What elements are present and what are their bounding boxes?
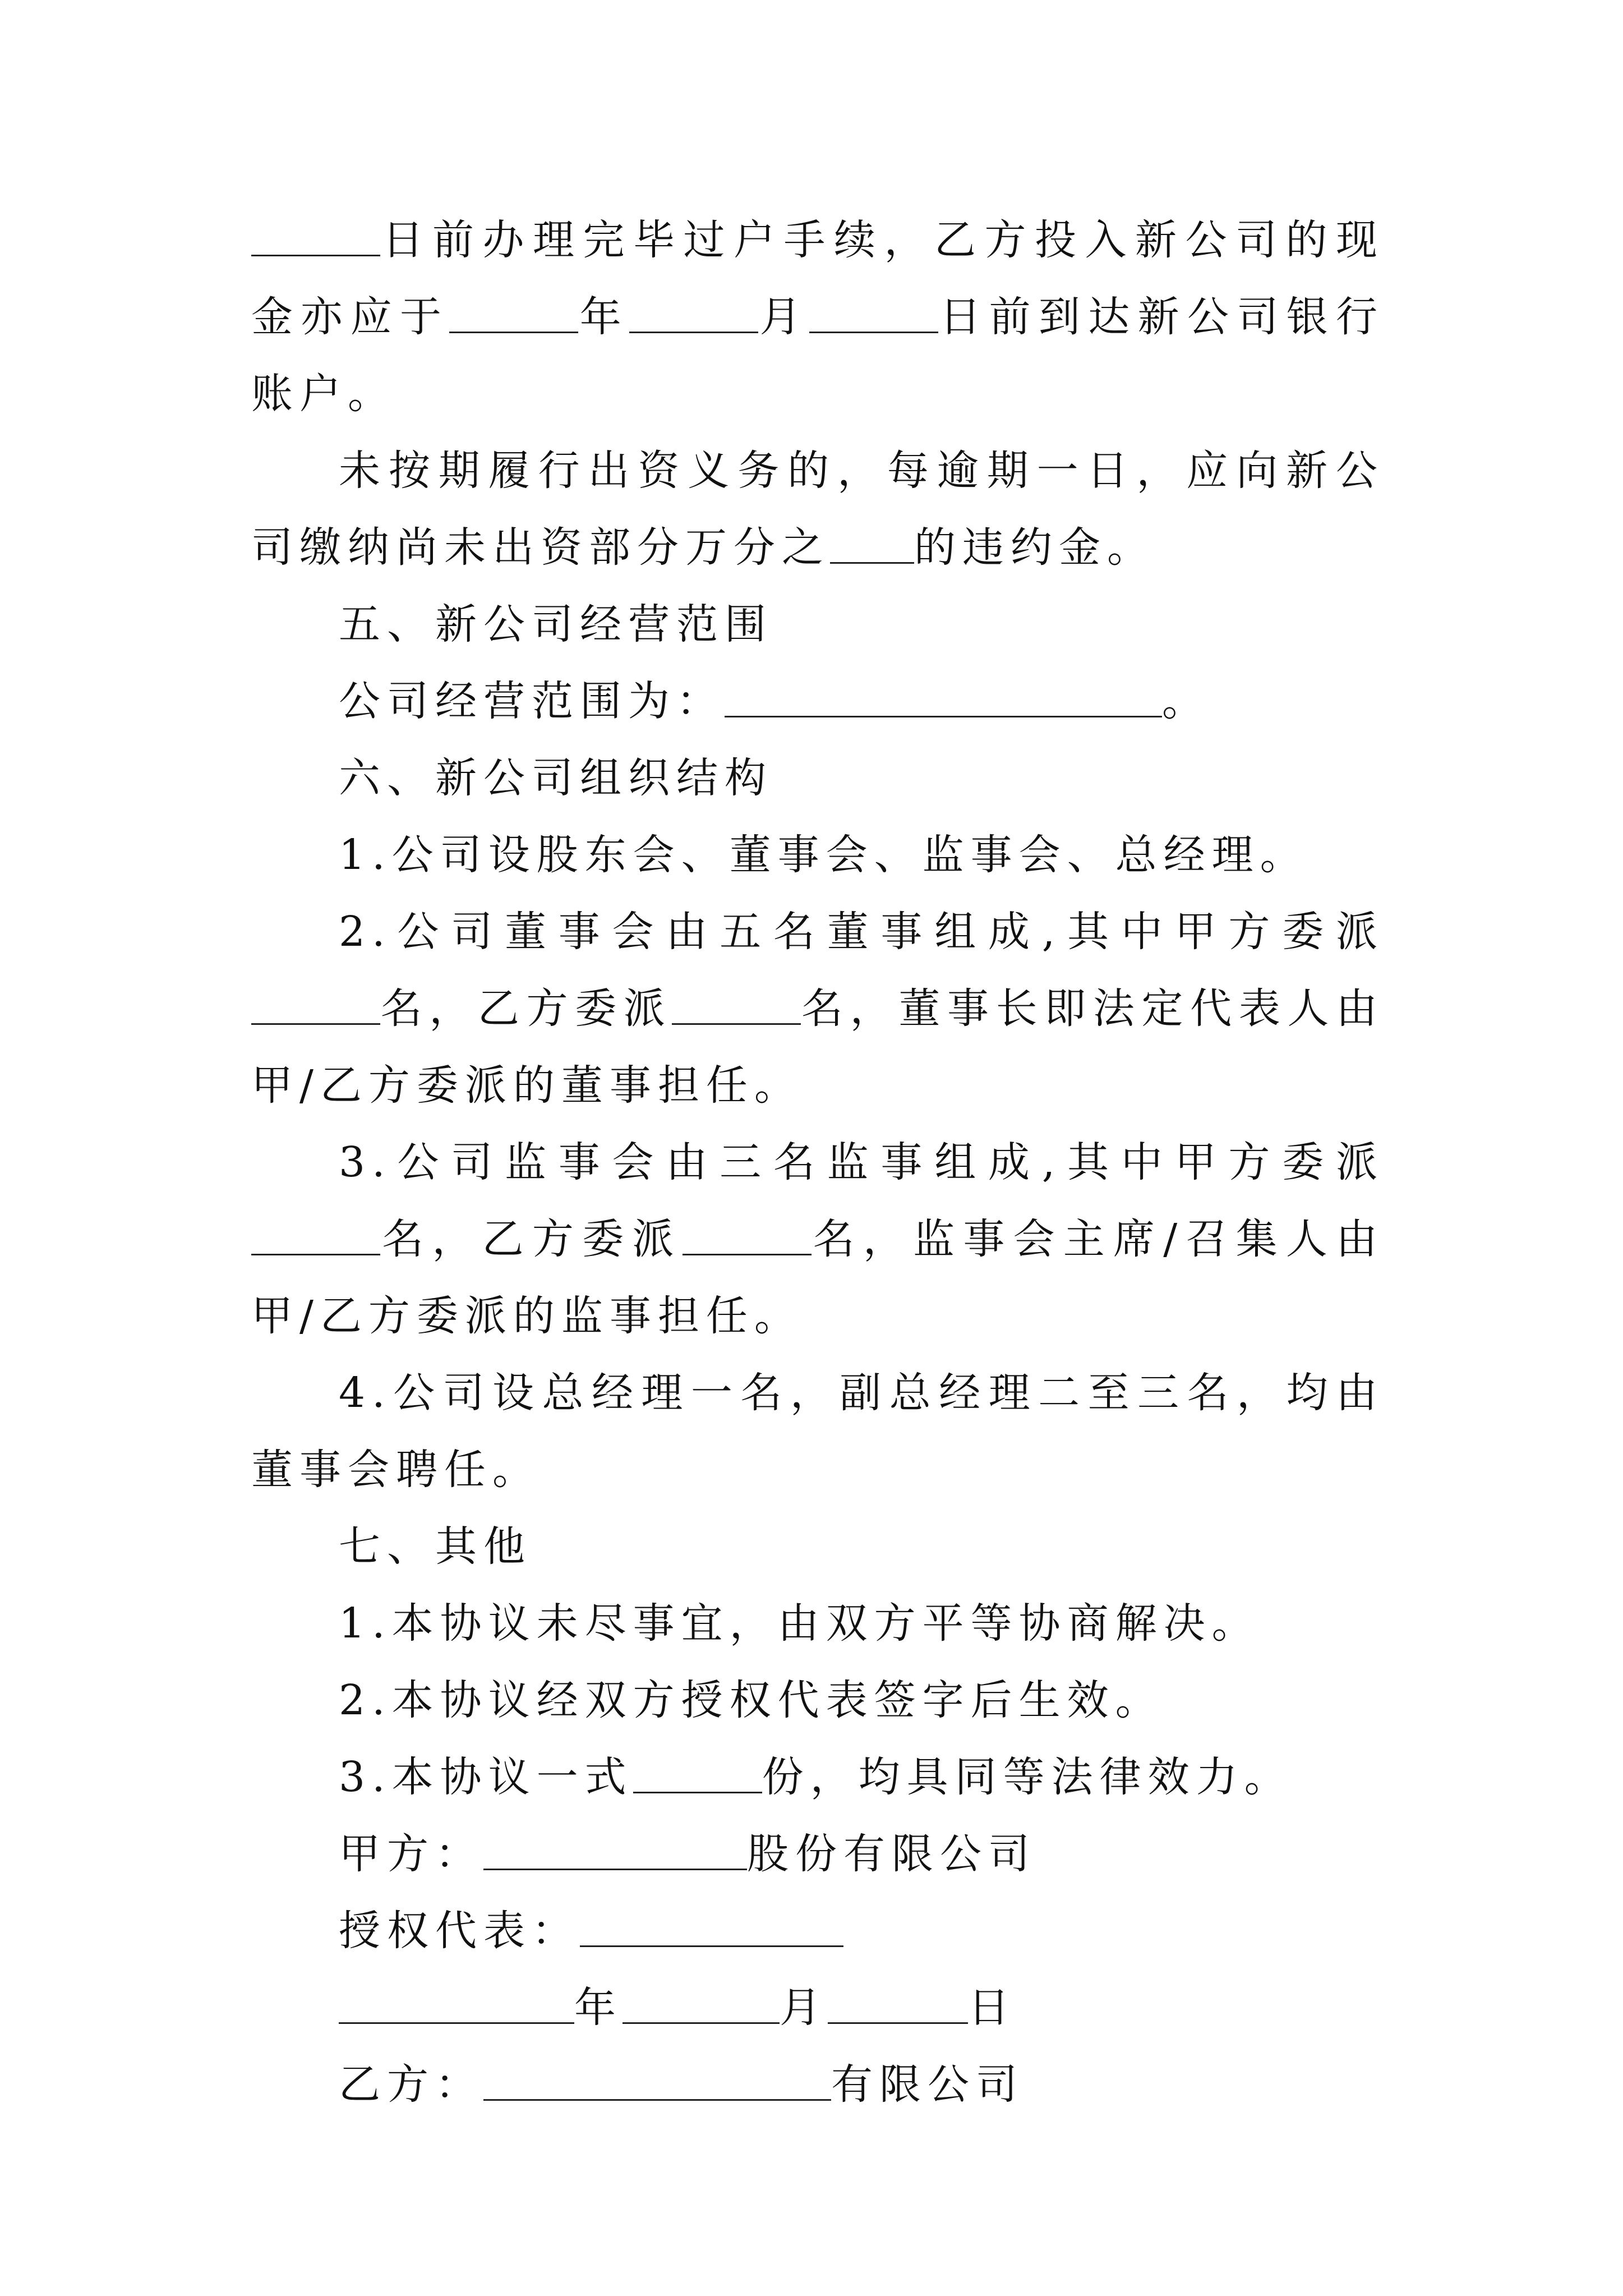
item-6-2: 2.公司董事会由五名董事组成,其中甲方委派名，乙方委派 名，董事长即法定代表人由甲/乙方委派的董事担任。: [251, 908, 1384, 1110]
section-heading-6: 六、新公司组织结构: [339, 754, 773, 802]
blank-rate: [830, 522, 914, 563]
contract-body: [251, 202, 1384, 2123]
signature-party-a: 甲方： 股份有限公司: [339, 1830, 1036, 1878]
blank-supervisors-a: [251, 1214, 380, 1255]
blank-sign-day: [828, 1982, 968, 2023]
blank-sign-year: [339, 1982, 574, 2023]
paragraph-transfer-deadline: 日前办理完毕过户手续，乙方投入新公司的现金亦应于 年 月 日前到达新公司银行账户。: [251, 216, 1385, 418]
blank-day: [809, 292, 938, 333]
blank-party-a: [483, 1829, 747, 1870]
item-6-1: 1.公司设股东会、董事会、监事会、总经理。: [339, 831, 1308, 879]
blank-year: [449, 292, 578, 333]
blank-month: [629, 292, 758, 333]
blank-field: [251, 215, 380, 256]
blank-scope: [725, 676, 1162, 717]
item-7-2: 2.本协议经双方授权代表签字后生效。: [339, 1676, 1164, 1724]
item-7-1: 1.本协议未尽事宜，由双方平等协商解决。: [339, 1599, 1260, 1648]
paragraph-business-scope: 公司经营范围为： 。: [339, 677, 1210, 725]
blank-directors-a: [251, 983, 380, 1024]
blank-copies: [633, 1752, 762, 1793]
blank-supervisors-b: [683, 1214, 811, 1255]
blank-directors-b: [672, 983, 801, 1024]
section-heading-7: 七、其他: [339, 1522, 532, 1571]
signature-date: 年 月 日: [251, 1970, 1384, 2046]
blank-sign-month: [623, 1982, 780, 2023]
signature-representative: 授权代表：: [251, 1893, 1384, 1970]
item-6-3: 3.公司监事会由三名监事组成,其中甲方委派名，乙方委派 名，监事会主席/召集人由甲/乙方委派的监事担任。: [251, 1138, 1384, 1340]
blank-representative: [580, 1906, 843, 1947]
blank-party-b: [483, 2059, 831, 2100]
section-heading-5: 五、新公司经营范围: [339, 600, 773, 648]
item-7-3: 3.本协议一式 份，均具同等法律效力。: [339, 1753, 1293, 1801]
item-6-4: 4.公司设总经理一名，副总经理二至三名，均由董事会聘任。: [251, 1369, 1384, 1494]
paragraph-penalty: 未按期履行出资义务的，每逾期一日，应向新公司缴纳尚未出资部分万分之 的违约金。: [251, 447, 1384, 572]
signature-party-b: 乙方： 有限公司: [339, 2060, 1024, 2109]
